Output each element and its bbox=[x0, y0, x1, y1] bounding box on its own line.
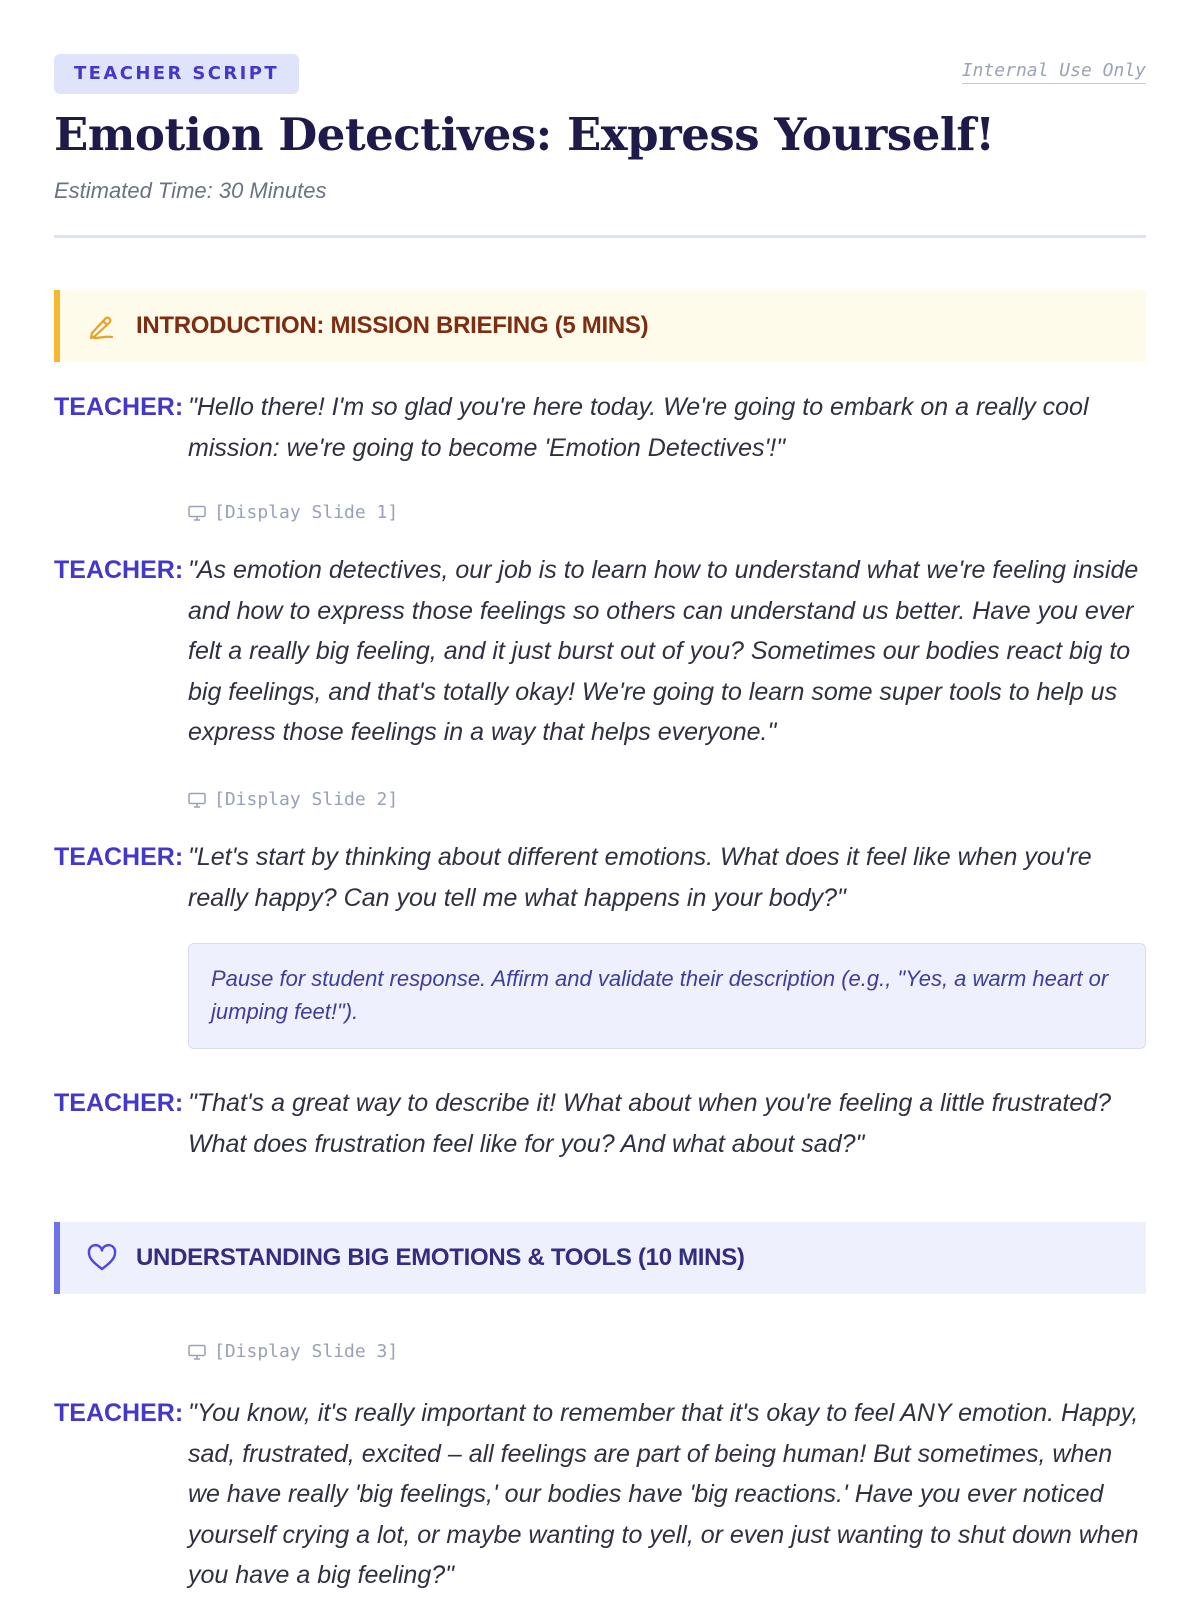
script-line bbox=[54, 1393, 1146, 1596]
header-divider bbox=[54, 235, 1146, 238]
script-line bbox=[54, 1083, 1146, 1164]
slide-cue-label: [Display Slide 1] bbox=[214, 502, 399, 523]
speaker-label: TEACHER: bbox=[54, 393, 184, 421]
speech-text: "That's a great way to describe it! What about when you're feeling a little frustrated? What does frustration feel like for you? And what about sad?" bbox=[188, 1089, 1112, 1158]
slide-cue bbox=[188, 789, 398, 810]
monitor-icon bbox=[188, 1344, 206, 1360]
slide-cue bbox=[188, 502, 398, 523]
script-line bbox=[54, 387, 1146, 468]
script-line bbox=[54, 837, 1146, 918]
speech-text: "As emotion detectives, our job is to learn how to understand what we're feeling inside and how to express those feelings so others can understand us better. Have you ever felt a really big feeling, and it just burst out of you? Sometimes our bodies react big to big feelings, and that's totally okay! We're going to learn some super tools to help us express those feelings in a way that helps everyone." bbox=[188, 556, 1139, 746]
page-title: Emotion Detectives: Express Yourself! bbox=[54, 108, 995, 161]
speaker-label: TEACHER: bbox=[54, 1089, 184, 1117]
section-title: UNDERSTANDING BIG EMOTIONS & TOOLS (10 MINS) bbox=[136, 1244, 745, 1271]
speech-text: "You know, it's really important to remember that it's okay to feel ANY emotion. Happy, sad, frustrated, excited – all feelings are part of being human! But sometimes, when we have really 'big feelings,' our bodies have 'big reactions.' Have you ever noticed yourself crying a lot, or maybe wanting to yell, or even just wanting to shut down when you have a big feeling?" bbox=[188, 1399, 1139, 1589]
section-title: INTRODUCTION: MISSION BRIEFING (5 MINS) bbox=[136, 312, 649, 339]
speaker-label: TEACHER: bbox=[54, 843, 184, 871]
speaker-label: TEACHER: bbox=[54, 556, 184, 584]
monitor-icon bbox=[188, 505, 206, 521]
heart-icon bbox=[86, 1242, 118, 1274]
teacher-note: Pause for student response. Affirm and validate their description (e.g., "Yes, a warm heart or jumping feet!"). bbox=[188, 943, 1146, 1049]
speaker-label: TEACHER: bbox=[54, 1399, 184, 1427]
estimated-time: Estimated Time: 30 Minutes bbox=[54, 178, 327, 203]
pencil-icon bbox=[86, 310, 118, 342]
section-big-emotions bbox=[54, 1222, 1146, 1294]
header bbox=[54, 0, 1146, 96]
script-line bbox=[54, 550, 1146, 753]
internal-use-label: Internal Use Only bbox=[962, 60, 1146, 84]
slide-cue-label: [Display Slide 3] bbox=[214, 1341, 399, 1362]
teacher-script-badge: TEACHER SCRIPT bbox=[54, 54, 299, 94]
section-introduction bbox=[54, 290, 1146, 362]
monitor-icon bbox=[188, 792, 206, 808]
slide-cue-label: [Display Slide 2] bbox=[214, 789, 399, 810]
slide-cue bbox=[188, 1341, 398, 1362]
speech-text: "Hello there! I'm so glad you're here today. We're going to embark on a really cool mission: we're going to become 'Emotion Detectives'!" bbox=[188, 393, 1089, 462]
speech-text: "Let's start by thinking about different emotions. What does it feel like when you're really happy? Can you tell me what happens in your body?" bbox=[188, 843, 1092, 912]
